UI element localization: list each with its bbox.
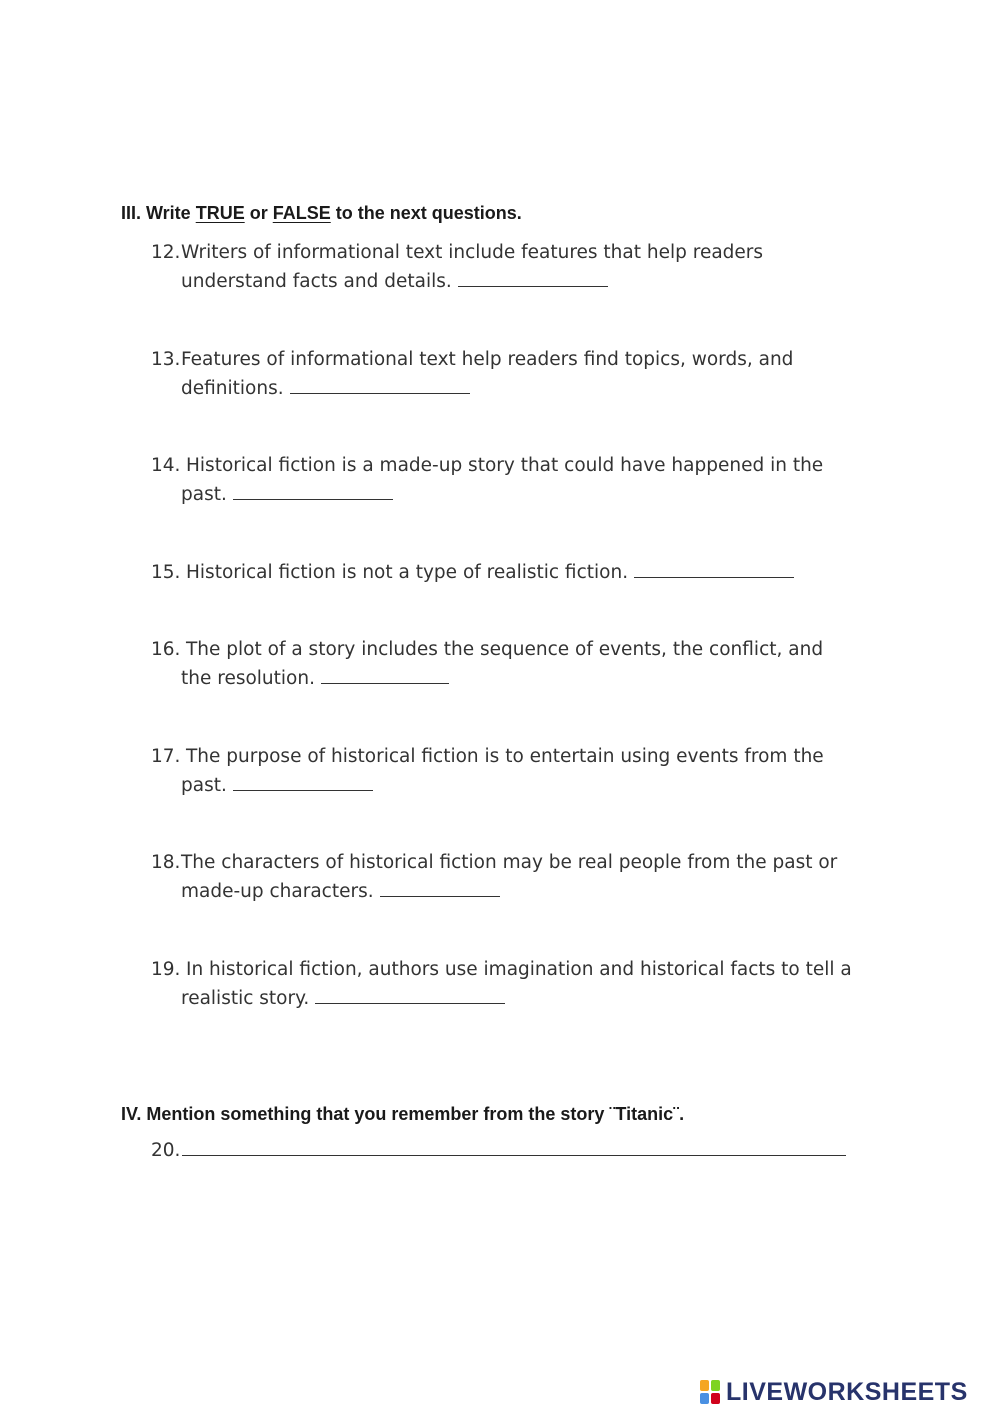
answer-blank[interactable] bbox=[380, 895, 500, 897]
answer-blank[interactable] bbox=[321, 682, 449, 684]
answer-blank[interactable] bbox=[233, 498, 393, 500]
logo-mark-icon bbox=[700, 1380, 722, 1406]
question-16 bbox=[151, 635, 881, 693]
question-text: The purpose of historical fiction is to entertain using events from the bbox=[186, 746, 824, 767]
logo-text: LIVEWORKSHEETS bbox=[726, 1378, 968, 1406]
question-text: In historical fiction, authors use imagination and historical facts to tell a bbox=[186, 959, 852, 980]
question-number: 19. bbox=[151, 959, 181, 980]
answer-blank[interactable] bbox=[634, 576, 794, 578]
section-3-suffix: to the next questions. bbox=[335, 203, 522, 223]
question-12 bbox=[151, 238, 881, 296]
question-number: 20. bbox=[151, 1140, 181, 1161]
question-20 bbox=[151, 1140, 846, 1161]
question-text-cont: past. bbox=[181, 775, 227, 796]
answer-blank[interactable] bbox=[290, 392, 470, 394]
question-number: 15. bbox=[151, 562, 181, 583]
question-text: The plot of a story includes the sequence of events, the conflict, and bbox=[186, 639, 824, 660]
answer-blank[interactable] bbox=[315, 1002, 505, 1004]
question-text-cont: understand facts and details. bbox=[181, 271, 452, 292]
question-text: The characters of historical fiction may be real people from the past or bbox=[181, 852, 838, 873]
question-text: Historical fiction is a made-up story that could have happened in the bbox=[186, 455, 824, 476]
question-text-cont: the resolution. bbox=[181, 668, 315, 689]
question-number: 16. bbox=[151, 639, 181, 660]
question-17 bbox=[151, 742, 881, 800]
question-19 bbox=[151, 955, 881, 1013]
true-word: TRUE bbox=[195, 203, 245, 223]
question-text-cont: definitions. bbox=[181, 378, 284, 399]
question-text: Features of informational text help readers find topics, words, and bbox=[181, 349, 794, 370]
answer-blank[interactable] bbox=[182, 1154, 846, 1156]
question-15 bbox=[151, 558, 881, 587]
question-14 bbox=[151, 451, 881, 509]
question-number: 14. bbox=[151, 455, 181, 476]
answer-blank[interactable] bbox=[233, 789, 373, 791]
question-number: 12. bbox=[151, 242, 181, 263]
section-4-title: IV. Mention something that you remember from the story ¨Titanic¨. bbox=[121, 1104, 685, 1124]
false-word: FALSE bbox=[272, 203, 331, 223]
or-word: or bbox=[249, 203, 268, 223]
liveworksheets-logo bbox=[700, 1378, 968, 1407]
question-number: 13. bbox=[151, 349, 181, 370]
question-text-cont: past. bbox=[181, 484, 227, 505]
answer-blank[interactable] bbox=[458, 285, 608, 287]
question-13 bbox=[151, 345, 881, 403]
question-number: 17. bbox=[151, 746, 181, 767]
question-text: Historical fiction is not a type of realistic fiction. bbox=[186, 562, 629, 583]
question-text: Writers of informational text include features that help readers bbox=[181, 242, 764, 263]
section-3-prefix: III. Write bbox=[121, 203, 191, 223]
section-3-title bbox=[121, 203, 522, 224]
question-text-cont: made-up characters. bbox=[181, 881, 374, 902]
question-18 bbox=[151, 848, 881, 906]
question-text-cont: realistic story. bbox=[181, 988, 310, 1009]
question-number: 18. bbox=[151, 852, 181, 873]
